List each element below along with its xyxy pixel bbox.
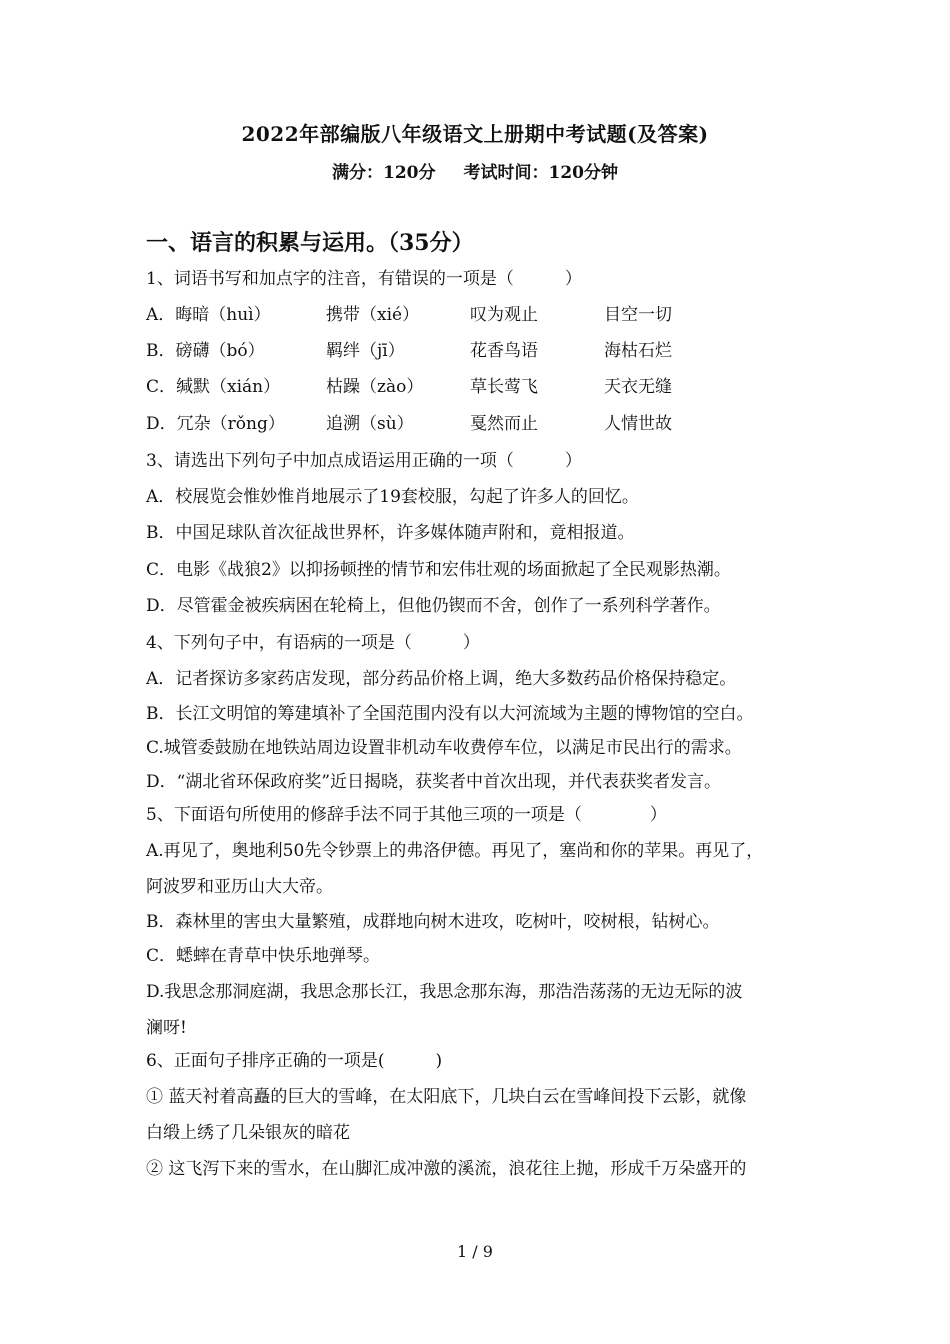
q1-b-1: B．磅礴（bó）: [146, 341, 265, 361]
q1-a-3: 叹为观止: [470, 305, 538, 325]
q1-c-1: C．缄默（xián）: [146, 377, 281, 397]
q1-c-4: 天衣无缝: [604, 377, 672, 397]
q1-d-1: D．冗杂（rǒng）: [146, 414, 285, 434]
q1-stem: 1、词语书写和加点字的注音，有错误的一项是（ ）: [146, 269, 582, 289]
q5-option-a-line1: A.再见了，奥地利50先令钞票上的弗洛伊德。再见了，塞尚和你的苹果。再见了，: [146, 841, 764, 861]
q1-a-2: 携带（xié）: [326, 305, 420, 325]
q3-option-a: A．校展览会惟妙惟肖地展示了19套校服，勾起了许多人的回忆。: [146, 487, 639, 507]
q1-b-4: 海枯石烂: [604, 341, 672, 361]
q1-c-2: 枯躁（zào）: [326, 377, 424, 397]
q4-option-b: B．长江文明馆的筹建填补了全国范围内没有以大河流域为主题的博物馆的空白。: [146, 704, 754, 724]
q6-sentence-1-line1: ① 蓝天衬着高矗的巨大的雪峰，在太阳底下，几块白云在雪峰间投下云影，就像: [146, 1087, 747, 1107]
q1-b-3: 花香鸟语: [470, 341, 538, 361]
q6-sentence-1-line2: 白缎上绣了几朵银灰的暗花: [146, 1123, 350, 1143]
q4-option-d: D．“湖北省环保政府奖”近日揭晓，获奖者中首次出现，并代表获奖者发言。: [146, 772, 722, 792]
q1-c-3: 草长莺飞: [470, 377, 538, 397]
q1-d-4: 人情世故: [604, 414, 672, 434]
q4-stem: 4、下列句子中，有语病的一项是（ ）: [146, 633, 480, 653]
q1-b-2: 羁绊（jī）: [326, 341, 405, 361]
q5-option-a-line2: 阿波罗和亚历山大大帝。: [146, 877, 333, 897]
q1-a-1: A．晦暗（huì）: [146, 305, 271, 325]
q3-stem: 3、请选出下列句子中加点成语运用正确的一项（ ）: [146, 451, 582, 471]
page-title: 2022年部编版八年级语文上册期中考试题(及答案): [241, 122, 709, 146]
q1-row-d: [146, 413, 846, 435]
q6-stem: 6、正面句子排序正确的一项是( ): [146, 1051, 443, 1071]
q1-d-3: 戛然而止: [470, 414, 538, 434]
q1-a-4: 目空一切: [604, 305, 672, 325]
q5-stem: 5、下面语句所使用的修辞手法不同于其他三项的一项是（ ）: [146, 805, 667, 825]
q1-row-b: [146, 340, 846, 362]
q3-option-d: D．尽管霍金被疾病困在轮椅上，但他仍锲而不舍，创作了一系列科学著作。: [146, 596, 721, 616]
q5-option-d-line1: D.我思念那洞庭湖，我思念那长江，我思念那东海，那浩浩荡荡的无边无际的波: [146, 982, 743, 1002]
q6-sentence-2-line1: ② 这飞泻下来的雪水，在山脚汇成冲激的溪流，浪花往上抛，形成千万朵盛开的: [146, 1159, 747, 1179]
q1-row-a: [146, 304, 846, 326]
q5-option-b: B．森林里的害虫大量繁殖，成群地向树木进攻，吃树叶，咬树根，钻树心。: [146, 912, 720, 932]
exam-info: [0, 158, 950, 183]
q3-option-c: C．电影《战狼2》以抑扬顿挫的情节和宏伟壮观的场面掀起了全民观影热潮。: [146, 560, 731, 580]
full-score: 满分：120分: [332, 163, 436, 183]
section-heading: 一、语言的积累与运用。（35分）: [146, 230, 474, 256]
q4-option-a: A．记者探访多家药店发现，部分药品价格上调，绝大多数药品价格保持稳定。: [146, 669, 737, 689]
q4-option-c: C.城管委鼓励在地铁站周边设置非机动车收费停车位，以满足市民出行的需求。: [146, 738, 742, 758]
q5-option-d-line2: 澜呀!: [146, 1018, 187, 1038]
q1-d-2: 追溯（sù）: [326, 414, 414, 434]
page-number: 1 / 9: [457, 1242, 493, 1261]
q1-row-c: [146, 376, 846, 398]
exam-time: 考试时间：120分钟: [463, 163, 618, 183]
q5-option-c: C．蟋蟀在青草中快乐地弹琴。: [146, 946, 381, 966]
q3-option-b: B．中国足球队首次征战世界杯，许多媒体随声附和，竟相报道。: [146, 523, 635, 543]
